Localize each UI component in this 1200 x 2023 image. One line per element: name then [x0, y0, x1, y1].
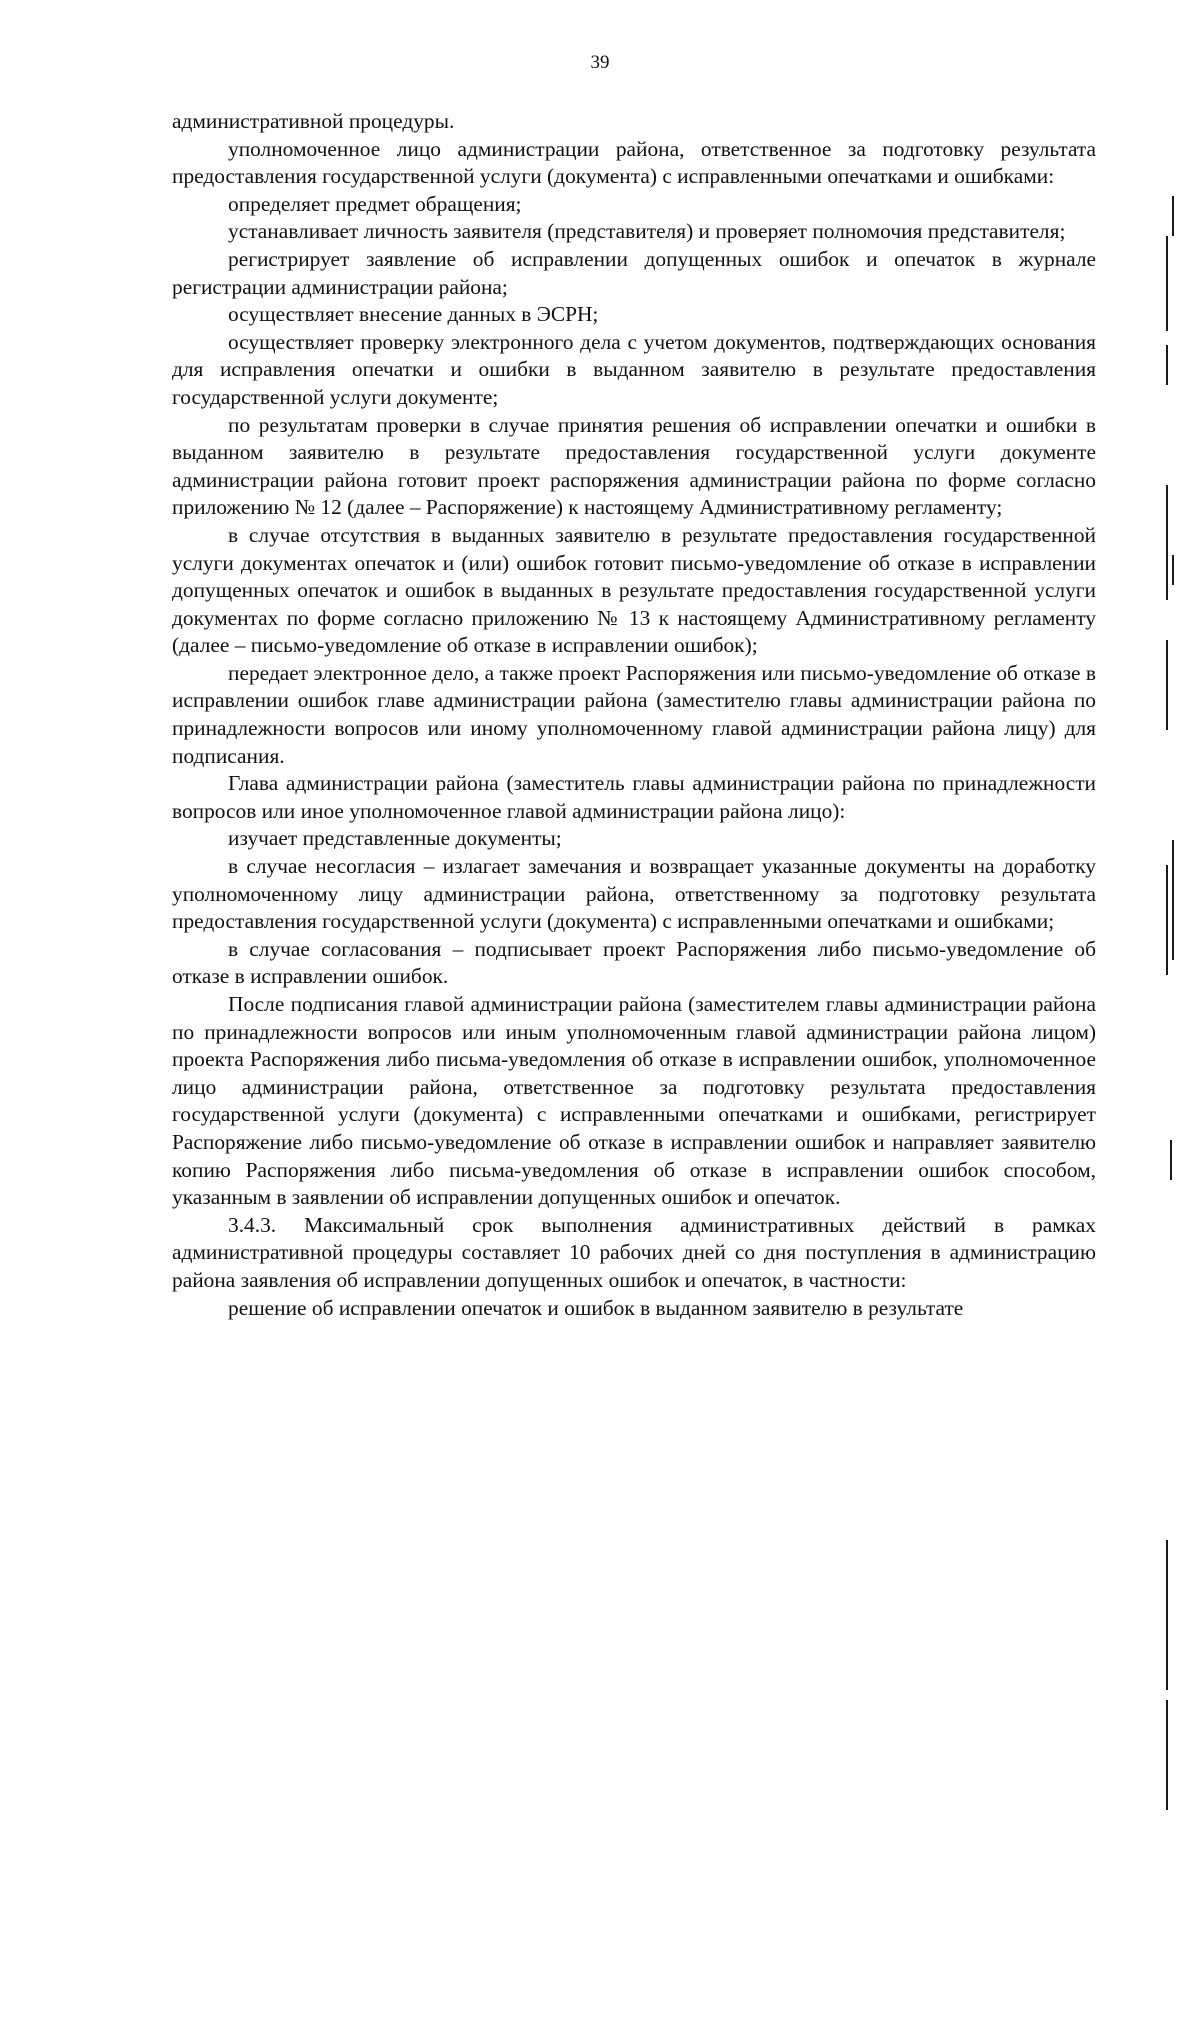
margin-mark — [1170, 1140, 1172, 1180]
paragraph: Глава администрации района (заместитель главы администрации района по принадлежности вопросов или иное уполномоченное главой администрации района лицо): — [172, 771, 1096, 823]
margin-mark — [1166, 1540, 1168, 1690]
paragraph: изучает представленные документы; — [228, 826, 562, 851]
margin-mark — [1172, 196, 1174, 236]
margin-mark — [1166, 640, 1168, 730]
paragraph: по результатам проверки в случае принятия решения об исправлении опечатки и ошибки в выданном заявителю в результате предоставления государственной услуги документе администрации района готовит проект распоряжения администрации района по форме согласно приложению № 12 (далее – Распоряжение) к настоящему Административному регламенту; — [172, 412, 1096, 520]
document-body — [172, 108, 1096, 1322]
margin-mark — [1166, 345, 1168, 385]
paragraph: в случае отсутствия в выданных заявителю в результате предоставления государственной услуги документах опечаток и (или) ошибок готовит письмо-уведомление об отказе в исправлении допущенных опечаток и ошибок в выданных в результате предоставления государственной услуги документах по форме согласно приложению № 13 к настоящему Административному регламенту (далее – письмо-уведомление об отказе в исправлении ошибок); — [172, 522, 1096, 658]
margin-mark — [1166, 865, 1168, 975]
paragraph: передает электронное дело, а также проект Распоряжения или письмо-уведомление об отказе в исправлении ошибок главе администрации района (заместителю главы администрации района по принадлежности вопросов или иному уполномоченному главой администрации района лицу) для подписания. — [172, 660, 1096, 768]
paragraph: в случае согласования – подписывает проект Распоряжения либо письмо-уведомление об отказе в исправлении ошибок. — [172, 936, 1096, 989]
paragraph: осуществляет проверку электронного дела с учетом документов, подтверждающих основания для исправления опечатки и ошибки в выданном заявителю в результате предоставления государственной услуги документе; — [172, 329, 1096, 409]
paragraph: 3.4.3. Максимальный срок выполнения административных действий в рамках административной процедуры составляет 10 рабочих дней со дня поступления в администрацию района заявления об исправлении допущенных ошибок и опечаток, в частности: — [172, 1212, 1096, 1292]
margin-mark — [1166, 236, 1168, 331]
paragraph: регистрирует заявление об исправлении допущенных ошибок и опечаток в журнале регистрации администрации района; — [172, 246, 1096, 299]
paragraph: устанавливает личность заявителя (представителя) и проверяет полномочия представителя; — [228, 219, 1066, 244]
paragraph: решение об исправлении опечаток и ошибок в выданном заявителю в результате — [228, 1295, 964, 1320]
paragraph: После подписания главой администрации района (заместителем главы администрации района по принадлежности вопросов или иным уполномоченным главой администрации района лицом) проекта Распоряжения либо письма-уведомления об отказе в исправлении ошибок, уполномоченное лицо администрации района, ответственное за подготовку результата предоставления государственной услуги (документа) с исправленными опечатками и ошибками, регистрирует Распоряжение либо письмо-уведомление об отказе в исправлении ошибок и направляет заявителю копию Распоряжения либо письма-уведомления об отказе в исправлении ошибок способом, указанным в заявлении об исправлении допущенных ошибок и опечаток. — [172, 992, 1096, 1210]
margin-mark — [1172, 840, 1174, 960]
paragraph: в случае несогласия – излагает замечания и возвращает указанные документы на доработку уполномоченному лицу администрации района, ответственному за подготовку результата предоставления государственной услуги (документа) с исправленными опечатками и ошибками; — [172, 854, 1096, 934]
paragraph: определяет предмет обращения; — [228, 191, 522, 216]
paragraph: уполномоченное лицо администрации района, ответственное за подготовку результата предоставления государственной услуги (документа) с исправленными опечатками и ошибками: — [172, 136, 1096, 189]
margin-mark — [1166, 1700, 1168, 1810]
margin-mark — [1172, 555, 1174, 585]
page-number: 39 — [590, 52, 610, 73]
paragraph: административной процедуры. — [172, 109, 455, 133]
paragraph: осуществляет внесение данных в ЭСРН; — [228, 302, 599, 327]
margin-mark — [1166, 485, 1168, 600]
